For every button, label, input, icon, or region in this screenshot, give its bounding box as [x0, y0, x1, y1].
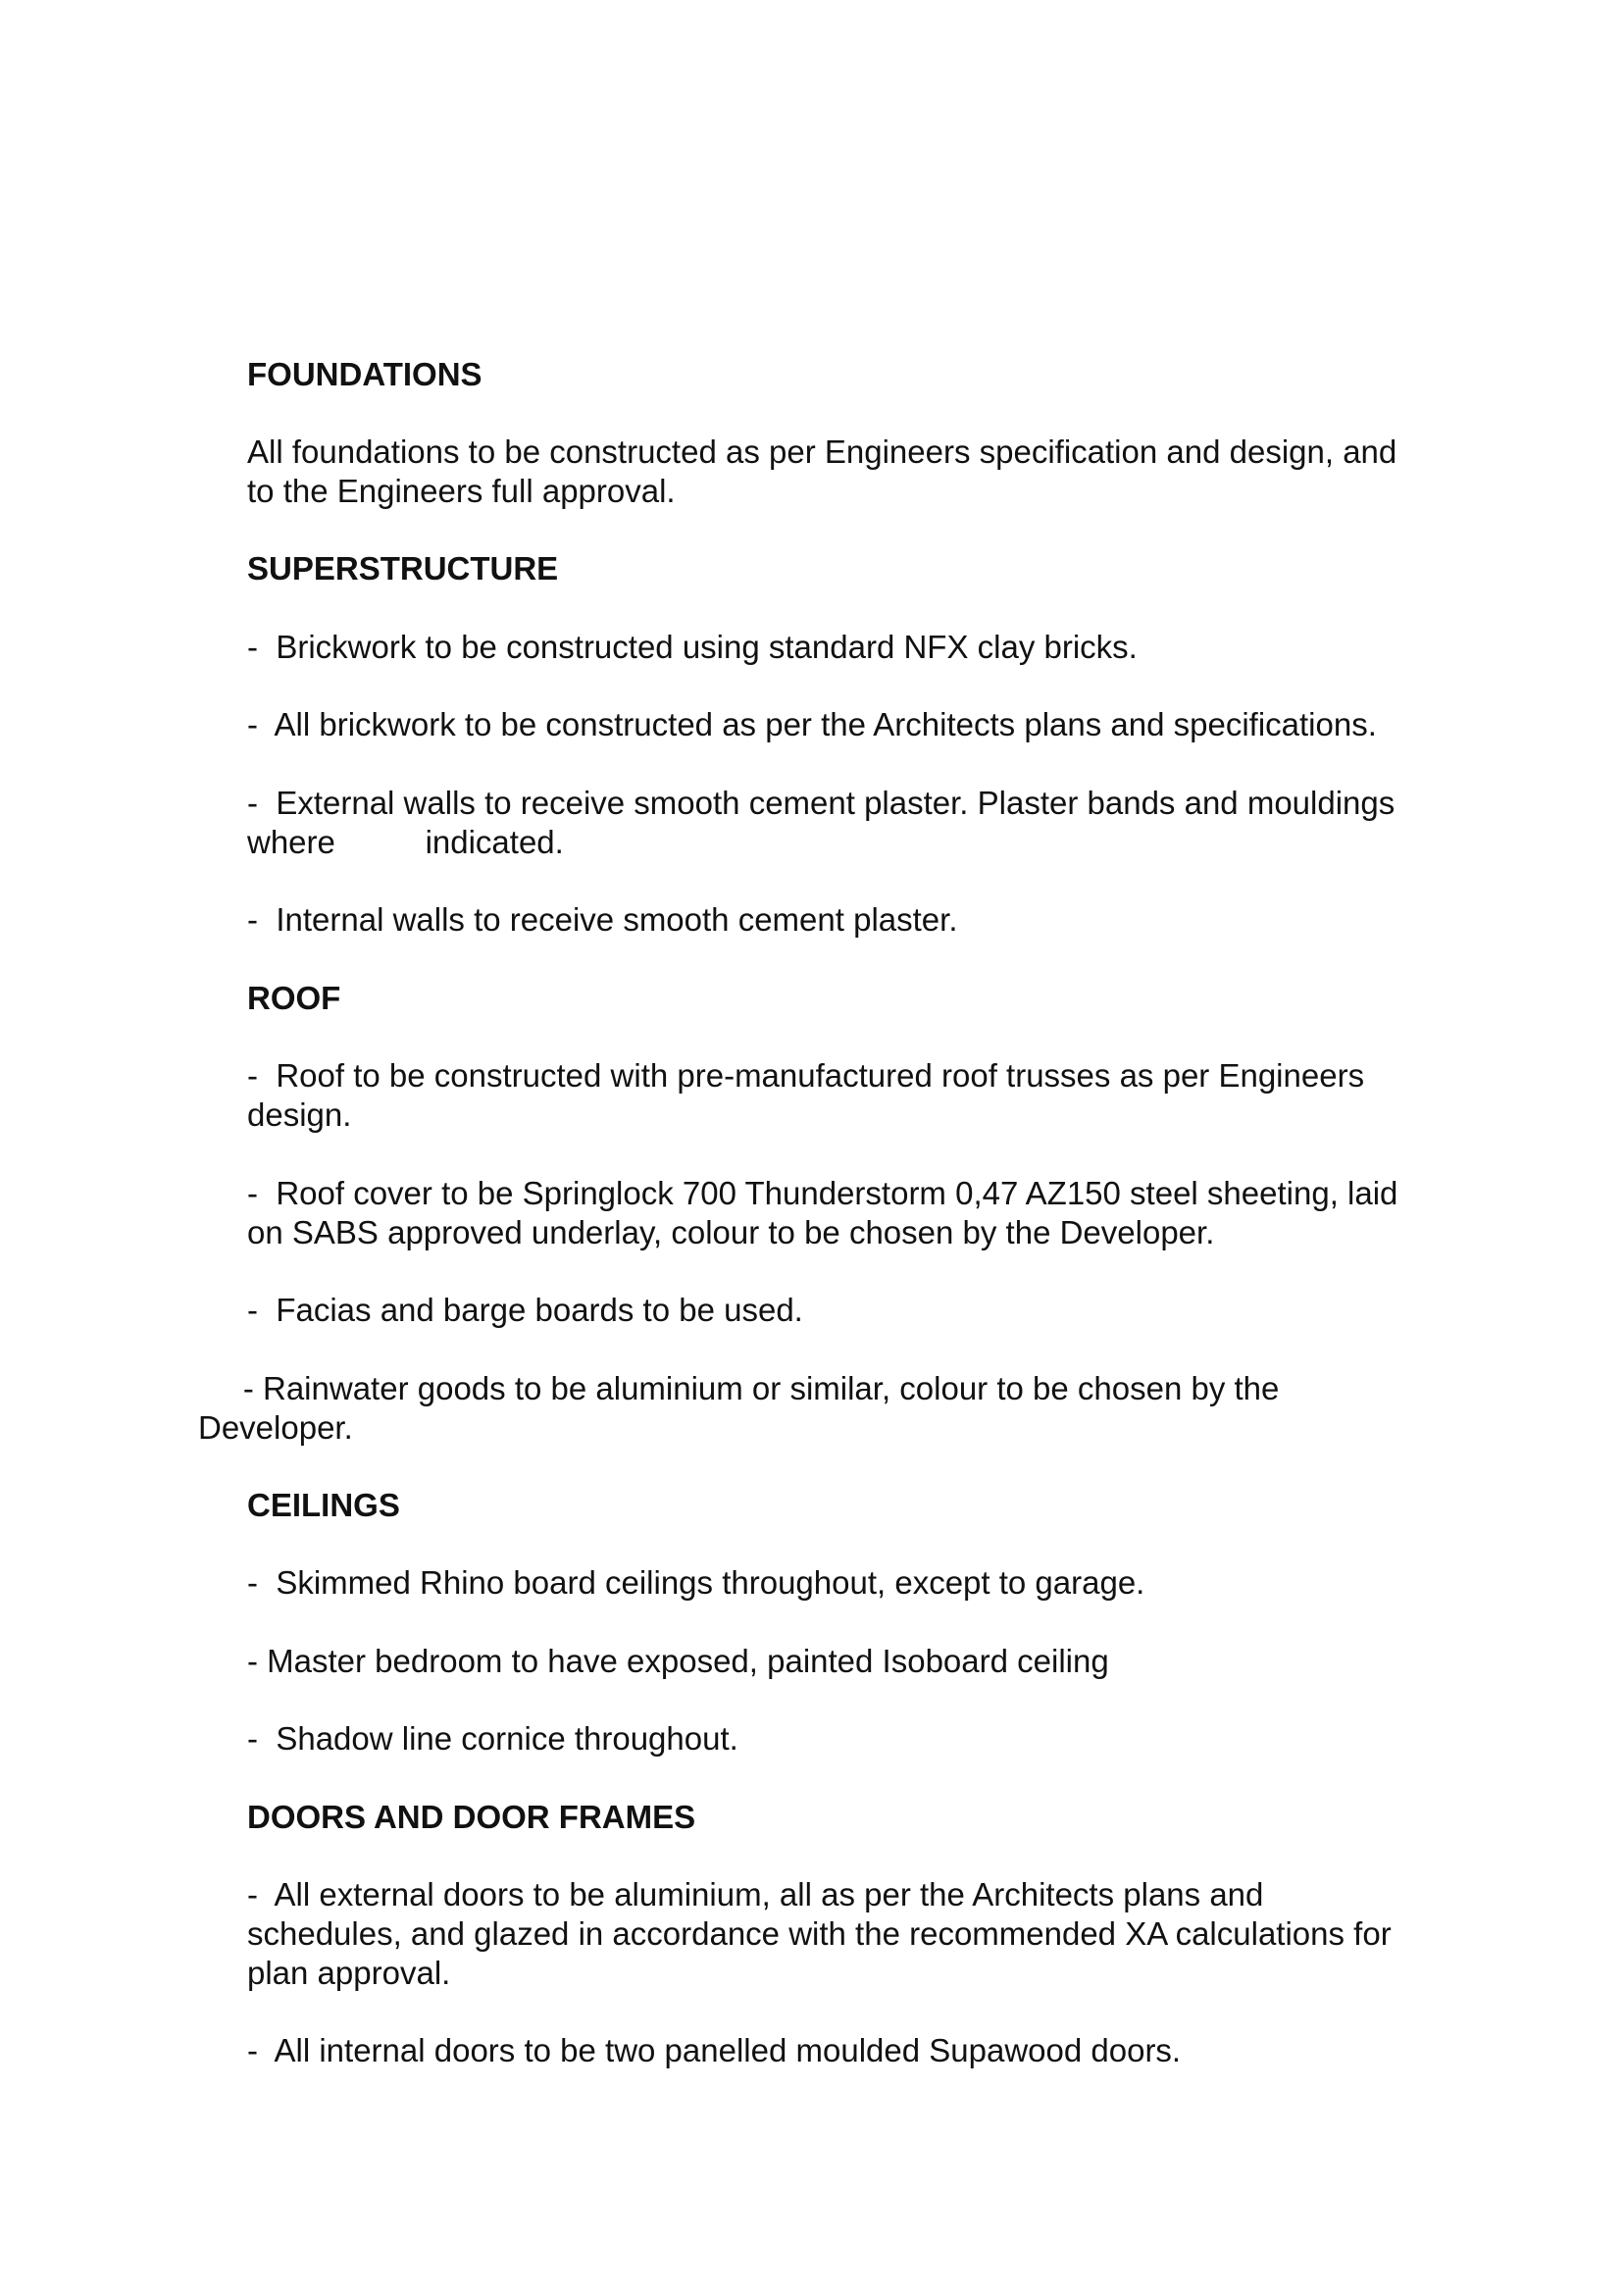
roof-heading: ROOF: [247, 980, 341, 1016]
roof-item-cover: - Roof cover to be Springlock 700 Thunderstorm 0,47 AZ150 steel sheeting, laid on SABS approved underlay, colour to be chosen by the Developer.: [247, 1175, 1398, 1250]
roof-item-trusses: - Roof to be constructed with pre-manufactured roof trusses as per Engineers design.: [247, 1057, 1365, 1133]
doors-item-external: - All external doors to be aluminium, all as per the Architects plans and schedules, and glazed in accordance with the recommended XA calculations for plan approval.: [247, 1876, 1392, 1991]
ceilings-item-cornice: - Shadow line cornice throughout.: [247, 1720, 738, 1757]
doors-item-internal: - All internal doors to be two panelled moulded Supawood doors.: [247, 2032, 1182, 2068]
superstructure-item-internal-walls: - Internal walls to receive smooth cement plaster.: [247, 901, 958, 938]
ceilings-item-master-bedroom: - Master bedroom to have exposed, painted Isoboard ceiling: [247, 1643, 1109, 1679]
ceilings-heading: CEILINGS: [247, 1487, 400, 1523]
superstructure-item-external-walls: - External walls to receive smooth cement plaster. Plaster bands and mouldings where indicated.: [247, 785, 1396, 860]
superstructure-item-all-brickwork: - All brickwork to be constructed as per the Architects plans and specifications.: [247, 706, 1377, 742]
foundations-heading: FOUNDATIONS: [247, 356, 482, 392]
roof-item-facias: - Facias and barge boards to be used.: [247, 1292, 803, 1328]
ceilings-item-rhino-board: - Skimmed Rhino board ceilings throughout, except to garage.: [247, 1564, 1145, 1601]
doors-heading: DOORS AND DOOR FRAMES: [247, 1799, 696, 1835]
superstructure-heading: SUPERSTRUCTURE: [247, 550, 559, 586]
superstructure-item-brickwork: - Brickwork to be constructed using standard NFX clay bricks.: [247, 629, 1138, 665]
foundations-paragraph: All foundations to be constructed as per Engineers specification and design, and to the Engineers full approval.: [247, 433, 1397, 509]
roof-item-rainwater: - Rainwater goods to be aluminium or similar, colour to be chosen by the Developer.: [198, 1370, 1280, 1446]
